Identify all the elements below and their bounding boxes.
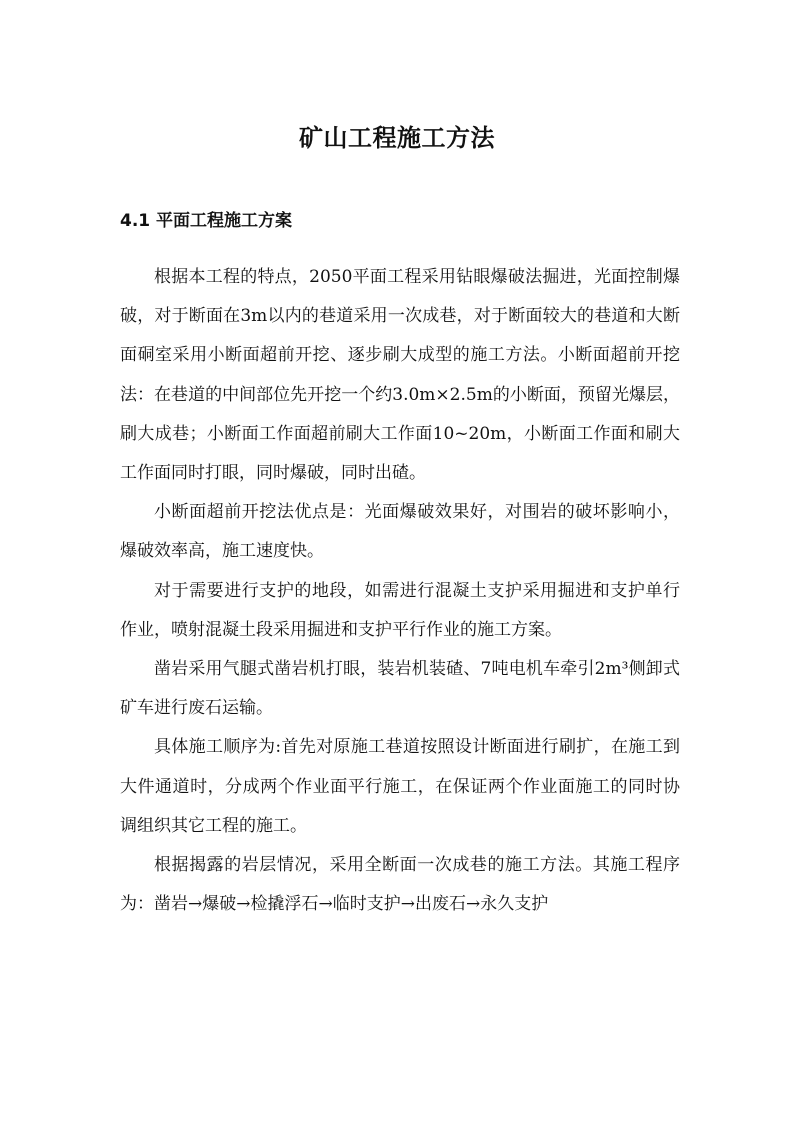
paragraph: 对于需要进行支护的地段，如需进行混凝土支护采用掘进和支护单行作业，喷射混凝土段采用掘进和支护平行作业的施工方案。 bbox=[120, 580, 680, 640]
section-heading: 4.1 平面工程施工方案 bbox=[120, 211, 293, 231]
paragraph: 根据揭露的岩层情况，采用全断面一次成巷的施工方法。其施工程序为：凿岩→爆破→检撬浮石→临时支护→出废石→永久支护 bbox=[120, 855, 680, 915]
paragraph: 具体施工顺序为:首先对原施工巷道按照设计断面进行刷扩，在施工到大件通道时，分成两个作业面平行施工，在保证两个作业面施工的同时协调组织其它工程的施工。 bbox=[120, 737, 680, 836]
document-body bbox=[120, 258, 680, 924]
paragraph: 凿岩采用气腿式凿岩机打眼，装岩机装碴、7吨电机车牵引2m³侧卸式矿车进行废石运输。 bbox=[120, 659, 680, 719]
document-title: 矿山工程施工方法 bbox=[299, 124, 495, 152]
paragraph: 小断面超前开挖法优点是：光面爆破效果好，对围岩的破坏影响小，爆破效率高，施工速度快。 bbox=[120, 502, 680, 562]
paragraph: 根据本工程的特点，2050平面工程采用钻眼爆破法掘进，光面控制爆破，对于断面在3m以内的巷道采用一次成巷，对于断面较大的巷道和大断面硐室采用小断面超前开挖、逐步刷大成型的施工方法。小断面超前开挖法：在巷道的中间部位先开挖一个约3.0m×2.5m的小断面，预留光爆层，刷大成巷；小断面工作面超前刷大工作面10~20m，小断面工作面和刷大工作面同时打眼，同时爆破，同时出碴。 bbox=[120, 267, 680, 484]
